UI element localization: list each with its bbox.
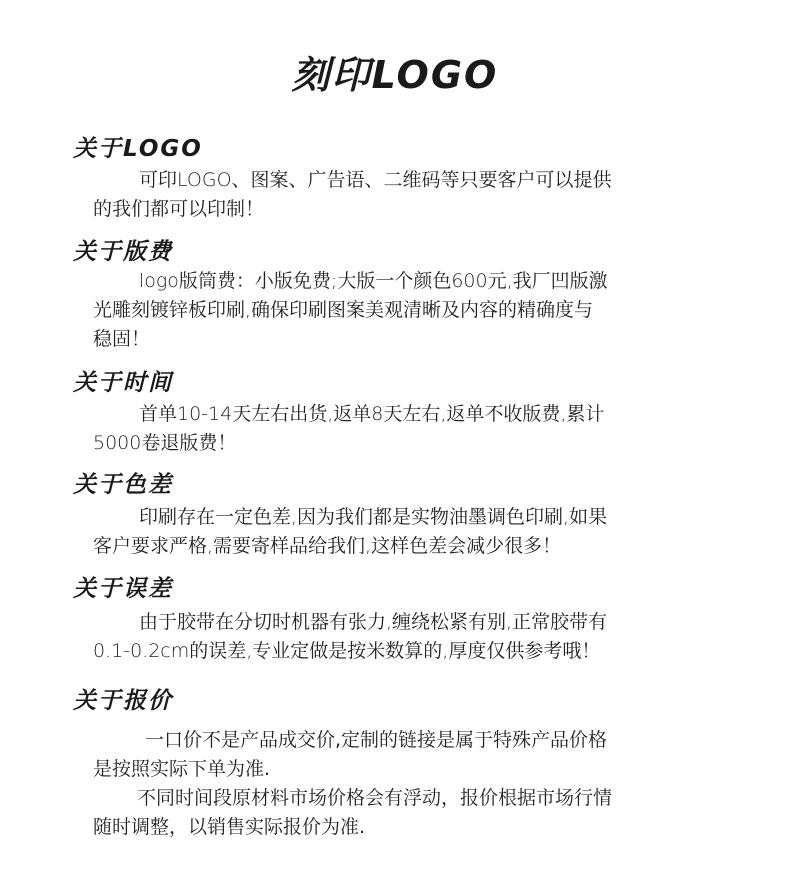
paragraph-line: 的我们都可以印制！	[93, 198, 265, 220]
paragraph-line: 首单10-14天左右出货,返单8天左右,返单不收版费,累计	[139, 403, 605, 425]
section-paragraph	[93, 400, 733, 458]
section-paragraph	[93, 166, 733, 224]
paragraph-line: 0.1-0.2cm的误差,专业定做是按米数算的,厚度仅供参考哦！	[93, 640, 601, 662]
section-paragraph	[93, 267, 733, 354]
paragraph-line: 一口价不是产品成交价,定制的链接是属于特殊产品价格	[145, 729, 608, 751]
paragraph-line: 不同时间段原材料市场价格会有浮动，报价根据市场行情	[137, 787, 613, 809]
paragraph-line: 5000卷退版费！	[93, 432, 237, 454]
paragraph-line: 印刷存在一定色差,因为我们都是实物油墨调色印刷,如果	[139, 506, 608, 528]
section-paragraph	[93, 608, 733, 666]
section-heading: 关于误差	[73, 576, 173, 602]
paragraph-line: 客户要求严格,需要寄样品给我们,这样色差会减少很多！	[93, 535, 562, 557]
paragraph-line: 光雕刻镀锌板印刷,确保印刷图案美观清晰及内容的精确度与	[93, 299, 594, 321]
section-paragraph	[93, 503, 733, 561]
paragraph-line: logo版筒费：小版免费;大版一个颜色600元,我厂凹版激	[139, 270, 608, 292]
section-heading: 关于版费	[73, 239, 173, 265]
section-heading: 关于色差	[73, 472, 173, 498]
page-title: 刻印LOGO	[291, 53, 499, 97]
section-heading: 关于LOGO	[73, 136, 203, 162]
paragraph-line: 稳固！	[93, 328, 151, 350]
section-heading: 关于时间	[73, 370, 173, 396]
paragraph-line: 是按照实际下单为准.	[93, 758, 271, 780]
paragraph-line: 可印LOGO、图案、广告语、二维码等只要客户可以提供	[139, 169, 612, 191]
paragraph-line: 由于胶带在分切时机器有张力,缠绕松紧有别,正常胶带有	[139, 611, 608, 633]
paragraph-line: 随时调整，以销售实际报价为准.	[93, 816, 366, 838]
section-paragraph	[93, 726, 753, 842]
section-heading: 关于报价	[73, 688, 173, 714]
